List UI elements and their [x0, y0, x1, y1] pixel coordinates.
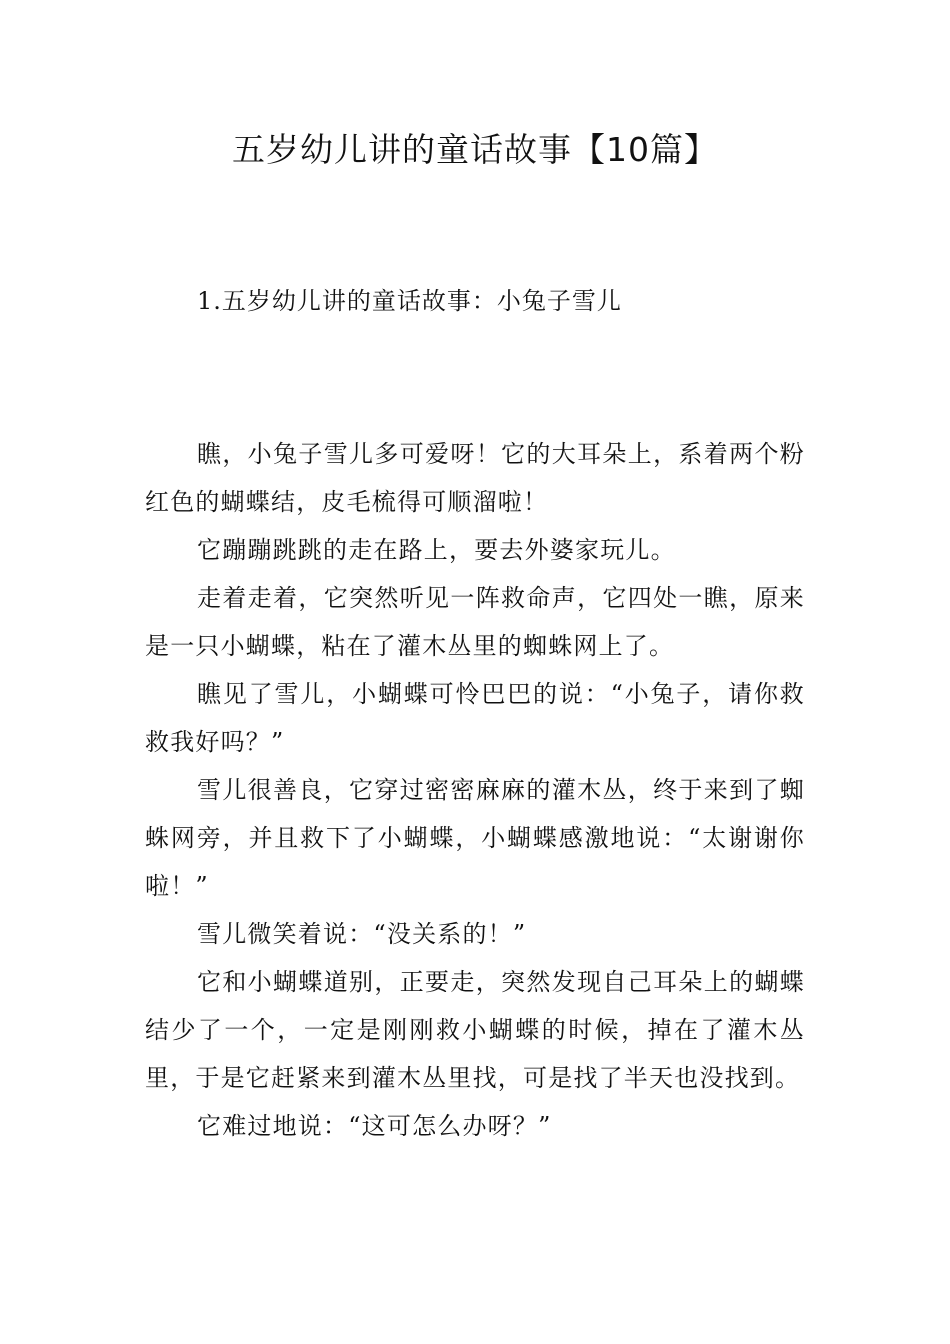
paragraph: 走着走着，它突然听见一阵救命声，它四处一瞧，原来是一只小蝴蝶，粘在了灌木丛里的蜘蛛网上了。: [145, 584, 805, 660]
paragraph: 瞧见了雪儿，小蝴蝶可怜巴巴的说：“小兔子，请你救救我好吗？”: [145, 680, 805, 756]
document-title: 五岁幼儿讲的童话故事【10篇】: [232, 130, 718, 169]
paragraph: 它难过地说：“这可怎么办呀？”: [197, 1112, 552, 1140]
paragraph: 雪儿微笑着说：“没关系的！”: [197, 920, 527, 948]
paragraph: 瞧，小兔子雪儿多可爱呀！它的大耳朵上，系着两个粉红色的蝴蝶结，皮毛梳得可顺溜啦！: [145, 440, 805, 516]
paragraph: 它蹦蹦跳跳的走在路上，要去外婆家玩儿。: [197, 536, 676, 564]
section-heading: 1.五岁幼儿讲的童话故事：小兔子雪儿: [197, 287, 622, 315]
paragraph: 它和小蝴蝶道别，正要走，突然发现自己耳朵上的蝴蝶结少了一个，一定是刚刚救小蝴蝶的时候，掉在了灌木丛里，于是它赶紧来到灌木丛里找，可是找了半天也没找到。: [145, 968, 805, 1092]
story-body: [145, 430, 805, 1150]
paragraph: 雪儿很善良，它穿过密密麻麻的灌木丛，终于来到了蜘蛛网旁，并且救下了小蝴蝶，小蝴蝶感激地说：“太谢谢你啦！”: [145, 776, 805, 900]
